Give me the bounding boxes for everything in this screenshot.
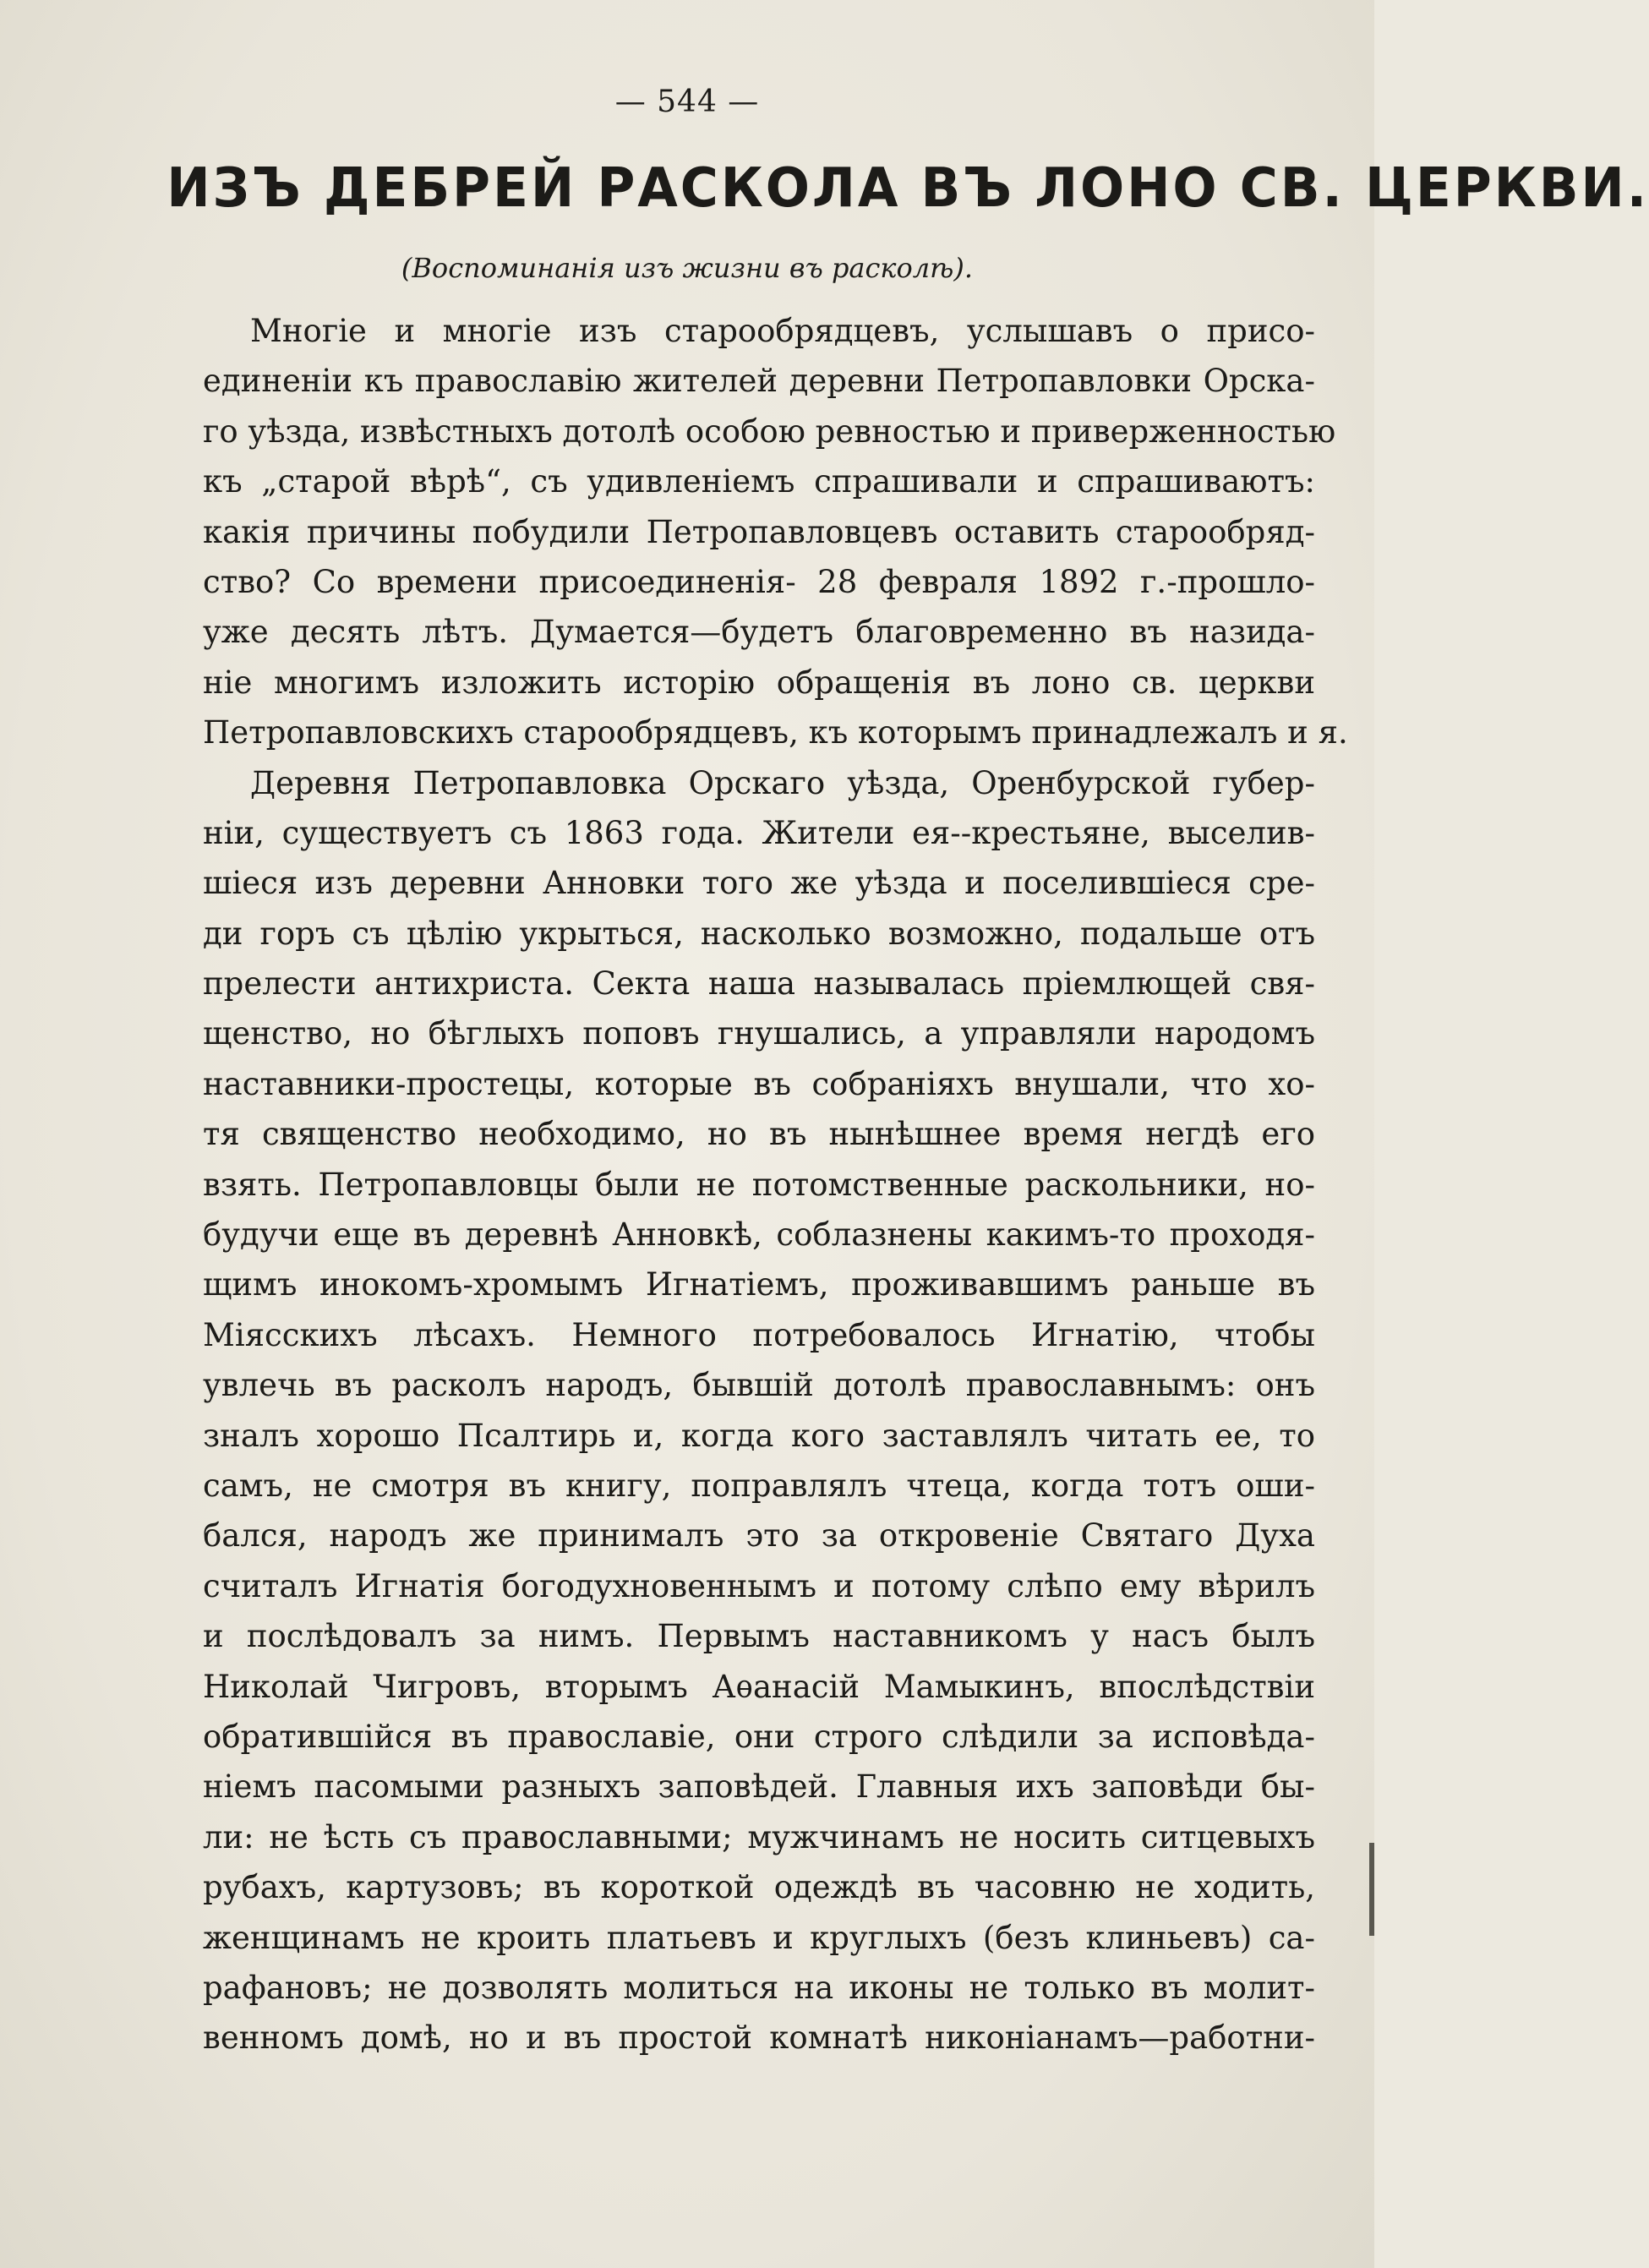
- text-line: ство? Со времени присоединенія- 28 февраля 1892 г.-прошло-: [203, 563, 1315, 600]
- text-line: рубахъ, картузовъ; въ короткой одеждѣ въ часовню не ходить,: [203, 1869, 1315, 1906]
- text-line: какія причины побудили Петропавловцевъ оставить старообряд-: [203, 513, 1315, 550]
- text-line: наставники-простецы, которые въ собраніяхъ внушали, что хо-: [203, 1065, 1315, 1102]
- text-line: ніи, существуетъ съ 1863 года. Жители ея--крестьяне, выселив-: [203, 814, 1315, 851]
- article-title: ИЗЪ ДЕБРЕЙ РАСКОЛА ВЪ ЛОНО СВ. ЦЕРКВИ.: [167, 157, 1649, 220]
- text-line: увлечь въ расколъ народъ, бывшій дотолѣ православнымъ: онъ: [203, 1367, 1315, 1404]
- page-number: — 544 —: [614, 85, 760, 119]
- text-line: ніе многимъ изложить исторію обращенія въ лоно св. церкви: [203, 664, 1315, 701]
- text-line: ди горъ съ цѣлію укрыться, насколько возможно, подальше отъ: [203, 915, 1315, 952]
- text-line: щимъ инокомъ-хромымъ Игнатіемъ, проживавшимъ раньше въ: [203, 1266, 1315, 1303]
- text-line: ніемъ пасомыми разныхъ заповѣдей. Главныя ихъ заповѣди бы-: [203, 1768, 1315, 1806]
- text-line: тя священство необходимо, но въ нынѣшнее время негдѣ его: [203, 1116, 1315, 1153]
- page-edge-mark: [1369, 1843, 1374, 1936]
- text-line: самъ, не смотря въ книгу, поправлялъ чтеца, когда тотъ оши-: [203, 1467, 1315, 1504]
- text-line: прелести антихриста. Секта наша называлась пріемлющей свя-: [203, 965, 1315, 1003]
- text-line: будучи еще въ деревнѣ Анновкѣ, соблазнены какимъ-то проходя-: [203, 1216, 1315, 1254]
- text-line: Деревня Петропавловка Орскаго уѣзда, Оренбурской губер-: [250, 764, 1315, 801]
- text-line: шіеся изъ деревни Анновки того же уѣзда и поселившіеся сре-: [203, 865, 1315, 902]
- article-subtitle: (Воспоминанія изъ жизни въ расколѣ).: [401, 252, 974, 284]
- text-line: Многіе и многіе изъ старообрядцевъ, услышавъ о присо-: [250, 313, 1315, 349]
- text-line: зналъ хорошо Псалтирь и, когда кого заставлялъ читать ее, то: [203, 1417, 1315, 1454]
- article-body: [203, 306, 1348, 2063]
- text-line: Міясскихъ лѣсахъ. Немного потребовалось Игнатію, чтобы: [203, 1316, 1315, 1353]
- text-line: рафановъ; не дозволять молиться на иконы не только въ молит-: [203, 1969, 1315, 2006]
- text-line: бался, народъ же принималъ это за откровеніе Святаго Духа: [203, 1517, 1315, 1555]
- text-line: къ „старой вѣрѣ“, съ удивленіемъ спрашивали и спрашиваютъ:: [203, 463, 1315, 500]
- text-line: обратившійся въ православіе, они строго слѣдили за исповѣда-: [203, 1718, 1315, 1755]
- text-line: женщинамъ не кроить платьевъ и круглыхъ (безъ клиньевъ) са-: [203, 1919, 1315, 1956]
- text-line: Петропавловскихъ старообрядцевъ, къ которымъ принадлежалъ и я.: [203, 714, 1348, 751]
- text-line: взять. Петропавловцы были не потомственные раскольники, но-: [203, 1166, 1315, 1203]
- text-line: ли: не ѣсть съ православными; мужчинамъ не носить ситцевыхъ: [203, 1818, 1315, 1855]
- text-line: венномъ домѣ, но и въ простой комнатѣ никоніанамъ—работни-: [203, 2019, 1315, 2057]
- text-line: считалъ Игнатія богодухновеннымъ и потому слѣпо ему вѣрилъ: [203, 1567, 1315, 1604]
- text-line: го уѣзда, извѣстныхъ дотолѣ особою ревностью и приверженностью: [203, 413, 1336, 450]
- text-line: щенство, но бѣглыхъ поповъ гнушались, а управляли народомъ: [203, 1015, 1315, 1052]
- text-line: уже десять лѣтъ. Думается—будетъ благовременно въ назида-: [203, 614, 1315, 651]
- text-line: Николай Чигровъ, вторымъ Аѳанасій Мамыкинъ, впослѣдствіи: [203, 1668, 1315, 1705]
- text-line: единеніи къ православію жителей деревни Петропавловки Орска-: [203, 363, 1315, 400]
- text-line: и послѣдовалъ за нимъ. Первымъ наставникомъ у насъ былъ: [203, 1618, 1315, 1655]
